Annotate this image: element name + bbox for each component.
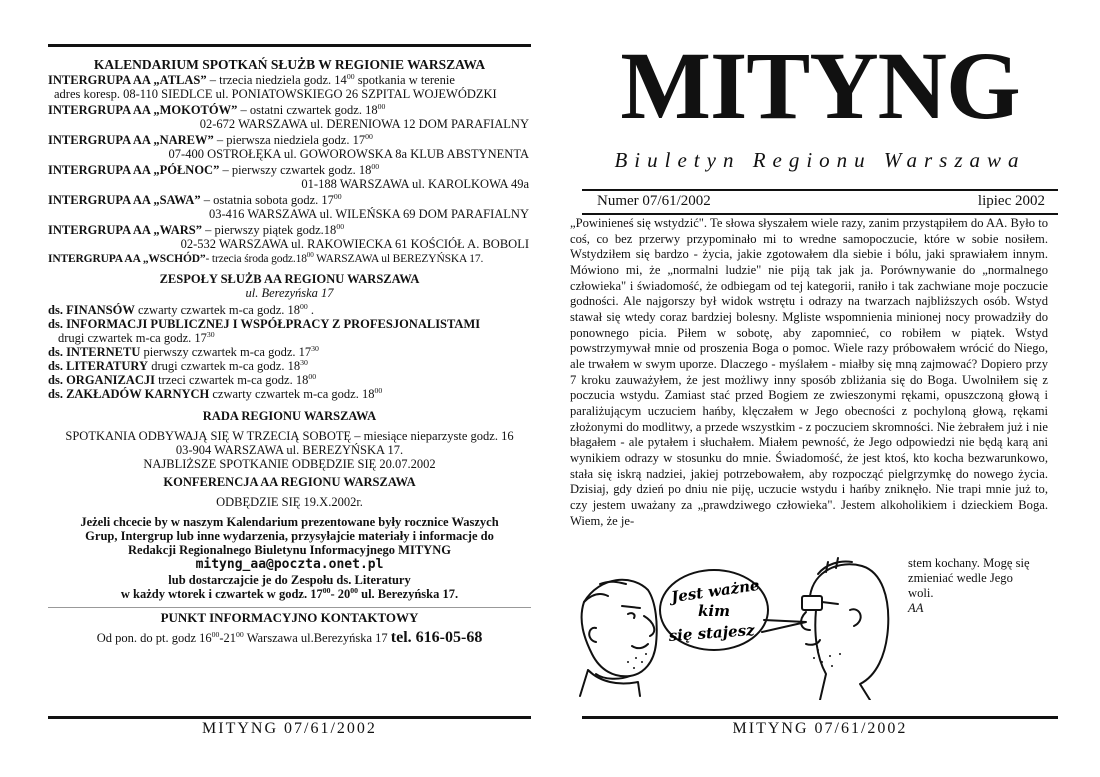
service-schedule: trzeci czwartek m-ca godz. 18 xyxy=(154,372,309,387)
bubble-line-1: Jest ważne xyxy=(670,575,761,607)
masthead-title: MITYNG xyxy=(620,32,1020,139)
time-sup: 00 xyxy=(300,301,308,311)
right-man-glasses-arm xyxy=(822,602,838,604)
issue-number: Numer 07/61/2002 xyxy=(597,193,711,209)
right-man-head xyxy=(810,564,888,700)
message-line: lub dostarczajcie je do Zespołu ds. Literatury xyxy=(168,572,411,587)
left-man-eyebrow xyxy=(622,606,640,608)
intergroup-address: 07-400 OSTROŁĘKA ul. GOWOROWSKA 8a KLUB ABSTYNENTA xyxy=(168,147,529,162)
left-bottom-rule xyxy=(48,716,531,719)
time-sup: 30 xyxy=(300,357,308,367)
submission-message xyxy=(48,515,531,557)
left-footer: MITYNG 07/61/2002 xyxy=(202,720,377,737)
service-entry xyxy=(48,373,531,387)
intergroup-schedule: – pierwszy piątek godz.18 xyxy=(201,223,337,238)
article-body: „Powinieneś się wstydzić". Te słowa słyszałem wiele razy, zanim przystąpiłem do AA. Było to coś, co bez przerwy przypominało mi to wredne samopoczucie, które w sobie nosiłem. Wstydziłem się bardzo - życia, jakie zgotowałem dla siebie i bólu, jaki sprawiałem innym. Mówiono mi, że „normalni ludzie" nie piją tak jak ja. Porównywanie do „normalnego człowieka" i świadomość, że odbiegam od tej kategorii, raniło i tak zachwiane moje poczucie godności. Ale najgorszy był widok wstrętu i odrazy na twarzach najbliższych osób. Wstyd stawał się wtedy coraz bardziej bolesny. Mgliste wspomnienia minionej nocy prowadziły do ponownego picia. Piłem w sobotę, aby zapomnieć, co robiłem w piątek. Wstyd powstrzymywał mnie od proszenia Boga o pomoc. Wiele razy próbowałem wrócić do Niego, ale trwałem w swym uporze. Dlaczego - myślałem - miałby się mną zajmować? Dopiero przy 7 kroku zauważyłem, że jest możliwy inny sposób zbliżania się do Boga. Uwolniłem się z poczucia wstydu. Zamiast stać przed Bogiem ze zwieszonymi rękami, opuszczoną głową i paraliżującym uczuciem hańby, klęczałem w Jego obecności z pochyloną głową, rękami złożonymi do modlitwy, a przede wszystkim - z poczuciem skromności. Nie żebrałem już i nie błagałem - ale pytałem i słuchałem. Miałem pewność, że Jego odpowiedzi nie będą karą ani wynikiem odrazy w stosunku do mnie. Świadomość, że jest ktoś, kto kocha bezwarunkowo, stała się iskrą nadziei, jakiej potrzebowałem, aby rozpocząć pielgrzymkę do nowego życia. Dzisiaj, gdy dzień po dniu nie piję, uczucie wstydu i hańby zniknęło. Nie trapi mnie już to, czy jestem uważany za „prawdziwego człowieka". Jestem alkoholikiem i dzieckiem Boga. Wiem, że je- xyxy=(570,216,1048,528)
service-schedule: czwarty czwartek m-ca godz. 18 xyxy=(134,302,301,317)
time-sup: 00 xyxy=(371,161,380,171)
intergroup-name: INTERGRUPA AA „ATLAS” xyxy=(48,73,207,88)
message-line: Grup, Intergrup lub inne wydarzenia, przysyłajcie materiały i informacje do xyxy=(85,528,494,543)
bubble-line-2: kim xyxy=(698,602,730,620)
service-name: ds. INTERNETU xyxy=(48,344,141,359)
service-tail: . xyxy=(307,302,315,317)
service-name: ds. ZAKŁADÓW KARNYCH xyxy=(48,386,210,401)
intergroup-address: 03-416 WARSZAWA ul. WILEŃSKA 69 DOM PARAFIALNY xyxy=(209,207,529,222)
service-entry xyxy=(48,317,531,331)
time-sup: 00 xyxy=(346,71,355,81)
left-man-eye xyxy=(628,613,635,618)
message-line: Redakcji Regionalnego Biuletynu Informacyjnego MITYNG xyxy=(128,542,451,557)
intergroup-name: INTERGRUPA AA „WSCHÓD” xyxy=(48,253,206,266)
time-sup: 30 xyxy=(206,329,215,339)
service-name: ds. FINANSÓW xyxy=(48,302,135,317)
service-schedule: pierwszy czwartek m-ca godz. 17 xyxy=(140,344,312,359)
time-sup: 00 xyxy=(308,371,317,381)
rada-line: SPOTKANIA ODBYWAJĄ SIĘ W TRZECIĄ SOBOTĘ – miesiące nieparzyste godz. 16 xyxy=(65,428,514,443)
intergroup-name: INTERGRUPA AA „PÓŁNOC” xyxy=(48,163,220,178)
left-man-mouth xyxy=(632,644,648,648)
tail-line: stem kochany. Mogę się xyxy=(908,556,1030,570)
info-point-title: PUNKT INFORMACYJNO KONTAKTOWY xyxy=(160,609,419,625)
service-name: ds. INFORMACJI PUBLICZNEJ I WSPÓŁPRACY Z PROFESJONALISTAMI xyxy=(48,316,481,331)
intergroup-address: adres koresp. 08-110 SIEDLCE ul. PONIATOWSKIEGO 26 SZPITAL WOJEWÓDZKI xyxy=(54,87,497,102)
right-man-mouth xyxy=(806,640,820,645)
intergroup-address: WARSZAWA ul BEREZYŃSKA 17. xyxy=(313,253,484,266)
rada-line: 03-904 WARSZAWA ul. BEREZYŃSKA 17. xyxy=(175,442,404,457)
intergroup-entry xyxy=(48,223,531,251)
time-sup: 00 xyxy=(377,101,386,111)
service-entry xyxy=(48,331,531,345)
service-entry xyxy=(48,345,531,359)
time-sup: 00 xyxy=(336,221,345,231)
intergroup-entry xyxy=(48,103,531,131)
service-name: ds. ORGANIZACJI xyxy=(48,372,155,387)
tail-line: zmieniać wedle Jego xyxy=(908,570,1013,585)
intergroup-note: spotkania w terenie xyxy=(354,73,455,88)
time-sup: 00 xyxy=(333,191,342,201)
rada-title: RADA REGIONU WARSZAWA xyxy=(202,408,377,423)
intergroup-name: INTERGRUPA AA „WARS” xyxy=(48,223,202,238)
issue-row xyxy=(597,193,1045,210)
time-sup: 00 xyxy=(374,385,383,395)
calendar-title: KALENDARIUM SPOTKAŃ SŁUŻB W REGIONIE WARSZAWA xyxy=(93,57,486,72)
cartoon-illustration xyxy=(570,550,900,700)
intergroup-name: INTERGRUPA AA „NAREW” xyxy=(48,133,214,148)
right-man-glasses xyxy=(802,596,822,610)
separator xyxy=(48,607,531,608)
intergroup-schedule: – trzecia niedziela godz. 14 xyxy=(206,73,347,88)
time-sup: 30 xyxy=(311,343,319,353)
masthead-subtitle: Biuletyn Regionu Warszawa xyxy=(614,148,1026,172)
konferencja-date: ODBĘDZIE SIĘ 19.X.2002r. xyxy=(216,494,363,509)
intergroup-name: INTERGRUPA AA „SAWA” xyxy=(48,193,201,208)
service-entry xyxy=(48,387,531,401)
intergroup-entry xyxy=(48,163,531,191)
speech-bubble-tail xyxy=(762,620,806,632)
article-signature: AA xyxy=(908,600,924,615)
issue-date: lipiec 2002 xyxy=(977,193,1045,209)
intergroup-name: INTERGRUPA AA „MOKOTÓW” xyxy=(48,103,238,118)
zespoly-title: ZESPOŁY SŁUŻB AA REGIONU WARSZAWA xyxy=(159,271,420,286)
zespoly-address: ul. Berezyńska 17 xyxy=(245,285,334,300)
left-man-stubble xyxy=(627,653,647,669)
tail-line: woli. xyxy=(908,585,934,600)
article-tail xyxy=(908,556,1048,615)
intergroup-schedule: - trzecia środa godz.18 xyxy=(205,253,307,266)
service-name: ds. LITERATURY xyxy=(48,358,149,373)
phone-number[interactable]: tel. 616-05-68 xyxy=(390,629,483,647)
intergroup-entry xyxy=(48,193,531,221)
right-footer: MITYNG 07/61/2002 xyxy=(732,720,908,737)
service-entry xyxy=(48,359,531,373)
left-man-nose xyxy=(644,616,654,636)
issue-bottom-rule xyxy=(582,213,1058,215)
left-top-rule xyxy=(48,44,531,47)
message-line: Jeżeli chcecie by w naszym Kalendarium prezentowane były rocznice Waszych xyxy=(80,514,499,529)
info-point-hours: Od pon. do pt. godz $16^{00}-21^{00}$ Warszawa ul.Berezyńska 17 tel. 616-05-68 xyxy=(96,629,483,647)
submission-message-2 xyxy=(48,573,531,601)
intergroup-schedule: – pierwsza niedziela godz. 17 xyxy=(213,133,366,148)
time-sup: 00 xyxy=(365,131,373,141)
right-bottom-rule xyxy=(582,716,1058,719)
intergroup-schedule: – pierwszy czwartek godz. 18 xyxy=(219,163,372,178)
left-man-ear xyxy=(589,628,596,642)
intergroup-address: 01-188 WARSZAWA ul. KAROLKOWA 49a xyxy=(301,177,529,192)
service-schedule: czwarty czwartek m-ca godz. 18 xyxy=(209,386,375,401)
calendar-column xyxy=(48,55,531,647)
service-entry xyxy=(48,303,531,317)
intergroup-address: 02-532 WARSZAWA ul. RAKOWIECKA 61 KOŚCIÓŁ A. BOBOLI xyxy=(180,237,529,252)
message-line: w każdy wtorek i czwartek w godz. $17^{00}-$ $20^{00}$ ul. Berezyńska 17. xyxy=(120,585,459,601)
intergroup-entry xyxy=(48,133,531,161)
time-sup: 00 xyxy=(306,251,314,260)
right-man-ear xyxy=(850,609,861,626)
intergroup-schedule: – ostatnia sobota godz. 17 xyxy=(200,193,334,208)
konferencja-title: KONFERENCJA AA REGIONU WARSZAWA xyxy=(163,474,416,489)
contact-email[interactable]: mityng_aa@poczta.onet.pl xyxy=(195,556,384,572)
bubble-line-3: się stajesz xyxy=(668,621,756,645)
intergroup-address: 02-672 WARSZAWA ul. DERENIOWA 12 DOM PARAFIALNY xyxy=(199,117,529,132)
intergroup-entry xyxy=(48,73,531,101)
left-man-hair xyxy=(584,582,626,602)
service-schedule: drugi czwartek m-ca godz. 18 xyxy=(148,358,301,373)
intergroup-schedule: – ostatni czwartek godz. 18 xyxy=(237,103,378,118)
intergroup-entry xyxy=(48,253,531,266)
issue-top-rule xyxy=(582,189,1058,191)
rada-line: NAJBLIŻSZE SPOTKANIE ODBĘDZIE SIĘ 20.07.2002 xyxy=(143,456,436,471)
service-schedule: drugi czwartek m-ca godz. 17 xyxy=(58,330,207,345)
